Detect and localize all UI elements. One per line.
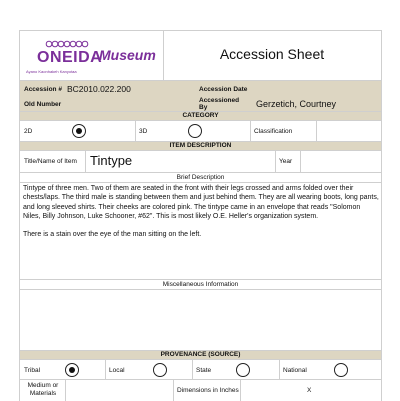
sheet-title: Accession Sheet — [219, 46, 325, 62]
medium-materials-label: Medium or Materials — [27, 382, 59, 397]
provenance-local-label: Local — [109, 367, 125, 374]
provenance-national-label: National — [283, 367, 307, 374]
brief-description-label: Brief Description — [176, 174, 225, 181]
misc-info-label: Miscellaneous Information — [162, 281, 239, 288]
title-value[interactable]: Tintype — [90, 153, 133, 168]
category-2d-radio[interactable] — [72, 124, 86, 138]
logo-text: ONEIDA — [37, 49, 103, 66]
category-3d-radio[interactable] — [188, 124, 202, 138]
brief-description-text[interactable] — [23, 184, 379, 239]
accessioned-by-label: Accessioned By — [199, 97, 240, 111]
provenance-local-radio[interactable] — [153, 363, 167, 377]
old-number-label: Old Number — [24, 101, 62, 108]
dimensions-label: Dimensions in Inches — [177, 387, 239, 394]
accession-number-value[interactable]: BC2010.022.200 — [67, 84, 131, 94]
logo-wampum-icon — [45, 40, 91, 48]
accessioned-by-value[interactable]: Gerzetich, Courtney — [256, 99, 337, 109]
category-header: CATEGORY — [182, 112, 219, 119]
brief-description-paragraph-2: There is a stain over the eye of the man sitting on the left. — [23, 231, 202, 239]
item-description-header: ITEM DESCRIPTION — [169, 142, 232, 149]
category-3d-label: 3D — [139, 128, 148, 135]
category-2d-label: 2D — [24, 128, 33, 135]
provenance-tribal-radio[interactable] — [65, 363, 79, 377]
title-label: Title/Name of Item — [24, 158, 77, 165]
accession-sheet — [19, 30, 382, 401]
provenance-header: PROVENANCE (SOURCE) — [160, 351, 241, 358]
logo-tagline: Ayano Kaonhakeh Kanyotaa — [26, 69, 77, 74]
year-label: Year — [279, 158, 293, 165]
provenance-state-label: State — [196, 367, 212, 374]
provenance-state-radio[interactable] — [236, 363, 250, 377]
brief-description-paragraph-1: Tintype of three men. Two of them are seated in the front with their legs crossed and arms folded over their chests/laps. The third male is standing between them and just behind them. They are all wearing boots, long pants, and long sleeved shirts. Their cheeks are colored pink. The tintype came in an envelope that reads "Solomon Niles, Billy Johnson, Luke Schooner, #62". This is most likely O.E. Heller's organization system. — [23, 185, 379, 220]
provenance-national-radio[interactable] — [334, 363, 348, 377]
accession-number-label: Accession # — [24, 86, 62, 93]
accession-date-label: Accession Date — [199, 86, 248, 93]
dimensions-separator: X — [307, 387, 312, 394]
provenance-tribal-label: Tribal — [24, 367, 41, 374]
museum-label: Museum — [99, 47, 156, 63]
classification-label: Classification — [254, 128, 293, 135]
